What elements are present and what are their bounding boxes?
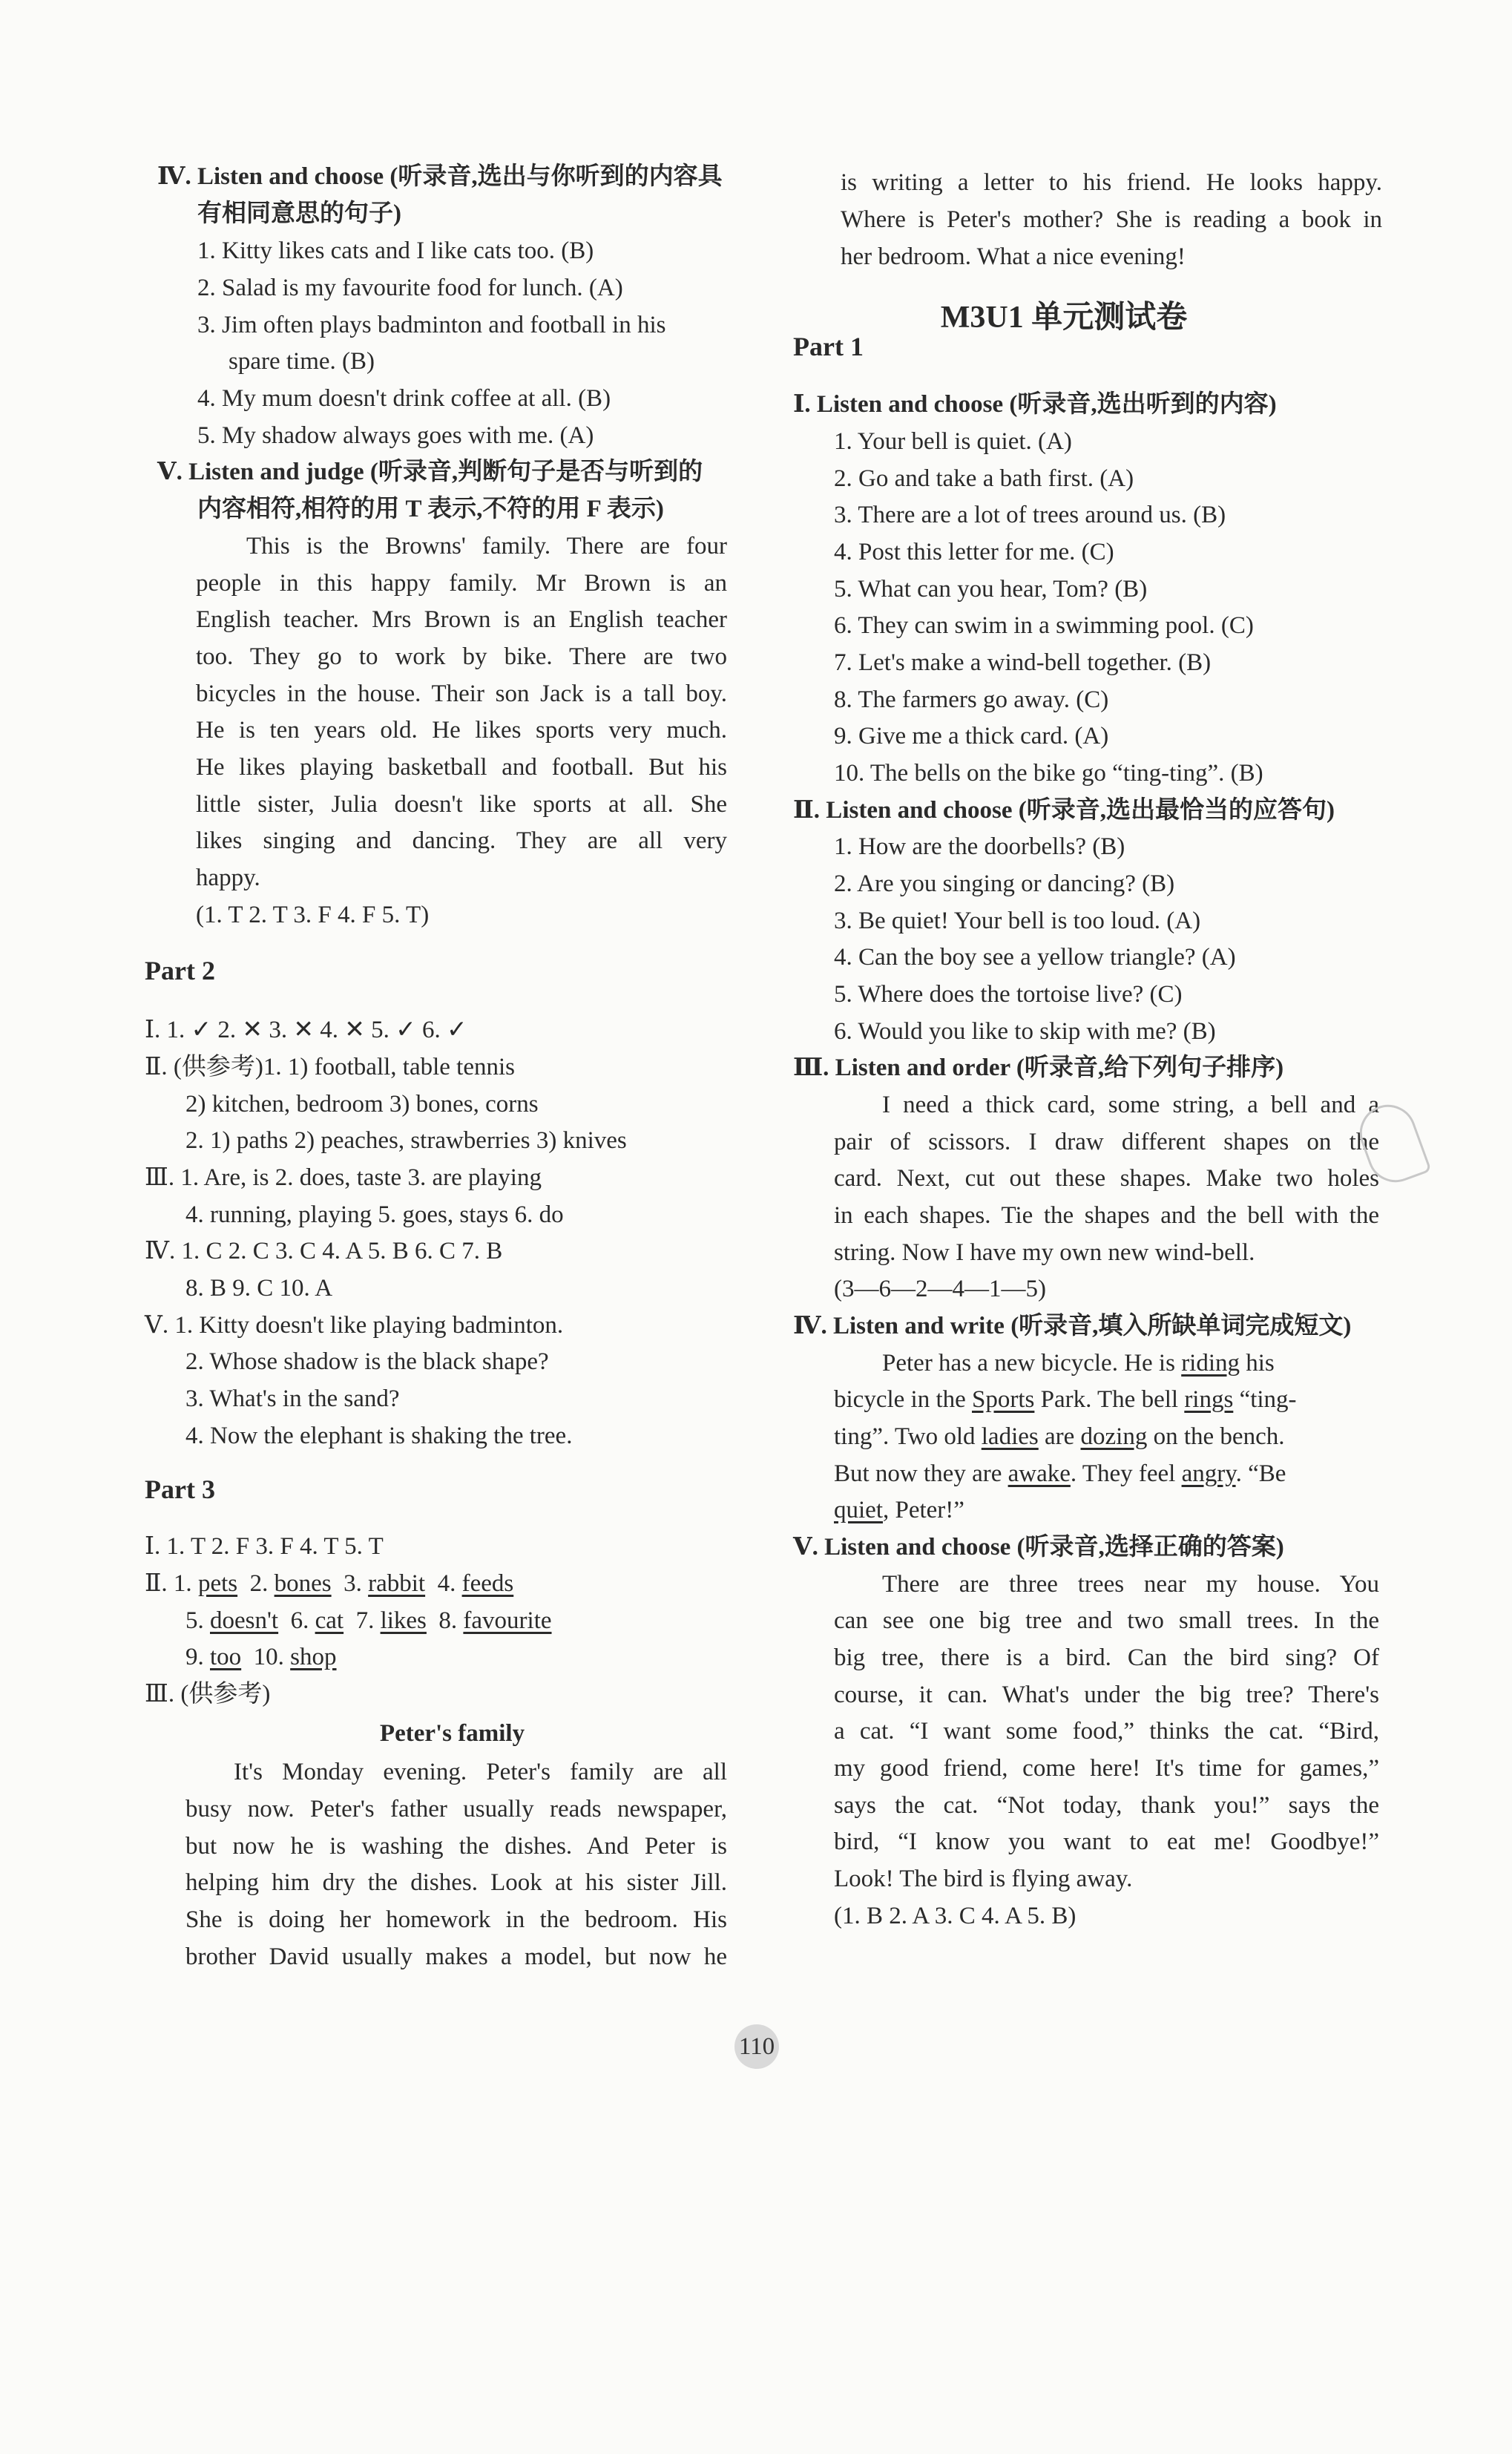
passage-line: He likes playing basketball and football. But his bbox=[196, 754, 727, 781]
section-v-heading: Ⅴ. Listen and choose (听录音,选择正确的答案) bbox=[793, 1534, 1284, 1561]
story-line: She is doing her homework in the bedroom. His bbox=[185, 1906, 727, 1933]
answer-word: ladies bbox=[981, 1423, 1039, 1450]
list-item: 8. The farmers go away. (C) bbox=[834, 686, 1109, 713]
answer-line: 2) kitchen, bedroom 3) bones, corns bbox=[185, 1091, 539, 1118]
passage-line: He is ten years old. He likes sports very much. bbox=[196, 717, 727, 744]
answer-word: rabbit bbox=[368, 1570, 426, 1597]
answer-line: 4. Now the elephant is shaking the tree. bbox=[185, 1423, 573, 1449]
answer-line: 2. Whose shadow is the black shape? bbox=[185, 1348, 549, 1375]
section-iii-heading: Ⅲ. Listen and order (听录音,给下列句子排序) bbox=[793, 1054, 1284, 1081]
passage-line: quiet, Peter!” bbox=[834, 1497, 964, 1523]
answer-line: 8. B 9. C 10. A bbox=[185, 1275, 333, 1302]
story-line: is writing a letter to his friend. He looks happy. bbox=[841, 169, 1382, 196]
answer-word: riding bbox=[1181, 1350, 1240, 1377]
passage-line: This is the Browns' family. There are four bbox=[246, 533, 727, 560]
answer-word: Sports bbox=[972, 1386, 1035, 1413]
list-item: 3. There are a lot of trees around us. (B) bbox=[834, 502, 1226, 528]
answer-word: quiet bbox=[834, 1497, 883, 1523]
story-line: her bedroom. What a nice evening! bbox=[841, 243, 1186, 270]
answer-word: pets bbox=[197, 1570, 238, 1597]
passage-line: Look! The bird is flying away. bbox=[834, 1866, 1133, 1892]
answer-word: dozing bbox=[1080, 1423, 1148, 1450]
part-3-heading: Part 3 bbox=[145, 1474, 215, 1504]
answer-line: Ⅲ. 1. Are, is 2. does, taste 3. are playing bbox=[145, 1164, 542, 1191]
passage-line: says the cat. “Not today, thank you!” says the bbox=[834, 1792, 1379, 1819]
list-item: 9. Give me a thick card. (A) bbox=[834, 723, 1109, 749]
list-item: 4. Post this letter for me. (C) bbox=[834, 539, 1114, 565]
section-iv-heading-cont: 有相同意思的句子) bbox=[197, 200, 401, 227]
story-line: busy now. Peter's father usually reads newspaper, bbox=[185, 1796, 727, 1823]
passage-line: people in this happy family. Mr Brown is an bbox=[196, 570, 727, 597]
section-iv-heading: Ⅳ. Listen and write (听录音,填入所缺单词完成短文) bbox=[793, 1313, 1352, 1339]
list-item: 4. Can the boy see a yellow triangle? (A) bbox=[834, 944, 1236, 971]
passage-line: card. Next, cut out these shapes. Make two holes bbox=[834, 1165, 1379, 1192]
section-v-heading: Ⅴ. Listen and judge (听录音,判断句子是否与听到的 bbox=[157, 459, 703, 485]
list-item: 5. Where does the tortoise live? (C) bbox=[834, 981, 1183, 1008]
answer-line: Ⅰ. 1. T 2. F 3. F 4. T 5. T bbox=[145, 1533, 384, 1560]
answer-line: Ⅲ. (供参考) bbox=[145, 1681, 271, 1707]
list-item: 7. Let's make a wind-bell together. (B) bbox=[834, 649, 1212, 676]
list-item: 3. Jim often plays badminton and football in his bbox=[197, 312, 666, 338]
answer-line: (1. T 2. T 3. F 4. F 5. T) bbox=[196, 902, 430, 928]
passage-line: likes singing and dancing. They are all very bbox=[196, 827, 727, 854]
answer-line: (3—6—2—4—1—5) bbox=[834, 1276, 1046, 1302]
answer-word: likes bbox=[380, 1607, 427, 1634]
answer-line: Ⅱ. 1. pets 2. bones 3. rabbit 4. feeds bbox=[145, 1570, 514, 1597]
section-iv-heading: Ⅳ. Listen and choose (听录音,选出与你听到的内容具 bbox=[157, 163, 723, 190]
answer-line: (1. B 2. A 3. C 4. A 5. B) bbox=[834, 1903, 1077, 1929]
passage-line: Peter has a new bicycle. He is riding his bbox=[882, 1350, 1275, 1377]
section-i-heading: Ⅰ. Listen and choose (听录音,选出听到的内容) bbox=[793, 391, 1277, 418]
passage-line: my good friend, come here! It's time for games,” bbox=[834, 1755, 1379, 1782]
answer-word: awake bbox=[1008, 1460, 1071, 1487]
passage-line: in each shapes. Tie the shapes and the bell with the bbox=[834, 1202, 1379, 1229]
list-item: 5. What can you hear, Tom? (B) bbox=[834, 576, 1148, 603]
passage-line: a cat. “I want some food,” thinks the cat. “Bird, bbox=[834, 1718, 1379, 1745]
passage-line: English teacher. Mrs Brown is an English teacher bbox=[196, 606, 727, 633]
story-title: Peter's family bbox=[379, 1720, 525, 1747]
passage-line: happy. bbox=[196, 865, 260, 891]
part-1-heading: Part 1 bbox=[793, 332, 864, 361]
story-line: helping him dry the dishes. Look at his sister Jill. bbox=[185, 1869, 727, 1896]
list-item: 6. They can swim in a swimming pool. (C) bbox=[834, 612, 1254, 639]
passage-line: too. They go to work by bike. There are two bbox=[196, 643, 727, 670]
answer-line: 4. running, playing 5. goes, stays 6. do bbox=[185, 1201, 564, 1228]
list-item: 6. Would you like to skip with me? (B) bbox=[834, 1018, 1216, 1045]
passage-line: can see one big tree and two small trees. In the bbox=[834, 1607, 1379, 1634]
passage-line: bicycles in the house. Their son Jack is a tall boy. bbox=[196, 680, 727, 707]
passage-line: I need a thick card, some string, a bell and a bbox=[882, 1092, 1379, 1118]
page-title: M3U1 单元测试卷 bbox=[940, 301, 1188, 335]
list-item: spare time. (B) bbox=[229, 348, 375, 375]
list-item: 2. Are you singing or dancing? (B) bbox=[834, 870, 1175, 897]
list-item: 1. Your bell is quiet. (A) bbox=[834, 428, 1072, 455]
answer-line: 3. What's in the sand? bbox=[185, 1385, 400, 1412]
answer-word: doesn't bbox=[210, 1607, 279, 1634]
page-number: 110 bbox=[734, 2024, 779, 2069]
story-line: It's Monday evening. Peter's family are all bbox=[234, 1759, 727, 1785]
answer-word: too bbox=[210, 1644, 242, 1670]
answer-word: favourite bbox=[463, 1607, 552, 1634]
answer-line: 9. too 10. shop bbox=[185, 1644, 337, 1670]
answer-word: shop bbox=[290, 1644, 337, 1670]
story-line: Where is Peter's mother? She is reading a book in bbox=[841, 206, 1382, 233]
passage-line: bird, “I know you want to eat me! Goodbye!” bbox=[834, 1828, 1379, 1855]
answer-word: bones bbox=[274, 1570, 332, 1597]
list-item: 4. My mum doesn't drink coffee at all. (B) bbox=[197, 385, 611, 412]
passage-line: bicycle in the Sports Park. The bell rings “ting- bbox=[834, 1386, 1297, 1413]
answer-word: cat bbox=[315, 1607, 344, 1634]
list-item: 2. Salad is my favourite food for lunch. (A) bbox=[197, 275, 623, 301]
answer-line: Ⅴ. 1. Kitty doesn't like playing badminton. bbox=[145, 1312, 564, 1339]
passage-line: little sister, Julia doesn't like sports at all. She bbox=[196, 791, 727, 818]
section-v-heading-cont: 内容相符,相符的用 T 表示,不符的用 F 表示) bbox=[197, 496, 664, 522]
story-line: but now he is washing the dishes. And Peter is bbox=[185, 1833, 727, 1860]
story-line: brother David usually makes a model, but now he bbox=[185, 1943, 727, 1970]
list-item: 5. My shadow always goes with me. (A) bbox=[197, 422, 594, 449]
answer-line: 5. doesn't 6. cat 7. likes 8. favourite bbox=[185, 1607, 552, 1634]
list-item: 3. Be quiet! Your bell is too loud. (A) bbox=[834, 908, 1201, 934]
passage-line: course, it can. What's under the big tree? There's bbox=[834, 1682, 1379, 1708]
passage-line: string. Now I have my own new wind-bell. bbox=[834, 1239, 1255, 1266]
answer-word: angry bbox=[1181, 1460, 1236, 1487]
answer-line: Ⅰ. 1. ✓ 2. ✕ 3. ✕ 4. ✕ 5. ✓ 6. ✓ bbox=[145, 1017, 467, 1043]
list-item: 1. How are the doorbells? (B) bbox=[834, 833, 1125, 860]
list-item: 10. The bells on the bike go “ting-ting”. (B) bbox=[834, 760, 1263, 787]
answer-word: rings bbox=[1184, 1386, 1234, 1413]
answer-line: 2. 1) paths 2) peaches, strawberries 3) knives bbox=[185, 1127, 627, 1154]
section-ii-heading: Ⅱ. Listen and choose (听录音,选出最恰当的应答句) bbox=[793, 797, 1335, 824]
answer-line: Ⅳ. 1. C 2. C 3. C 4. A 5. B 6. C 7. B bbox=[145, 1238, 503, 1264]
passage-line: There are three trees near my house. You bbox=[882, 1571, 1379, 1598]
passage-line: big tree, there is a bird. Can the bird sing? Of bbox=[834, 1644, 1379, 1671]
answer-line: Ⅱ. (供参考)1. 1) football, table tennis bbox=[145, 1054, 515, 1080]
passage-line: pair of scissors. I draw different shapes on the bbox=[834, 1129, 1379, 1155]
passage-line: But now they are awake. They feel angry. “Be bbox=[834, 1460, 1286, 1487]
part-2-heading: Part 2 bbox=[145, 956, 215, 985]
answer-word: feeds bbox=[461, 1570, 514, 1597]
list-item: 2. Go and take a bath first. (A) bbox=[834, 465, 1134, 492]
list-item: 1. Kitty likes cats and I like cats too. (B) bbox=[197, 237, 594, 264]
passage-line: ting”. Two old ladies are dozing on the bench. bbox=[834, 1423, 1285, 1450]
